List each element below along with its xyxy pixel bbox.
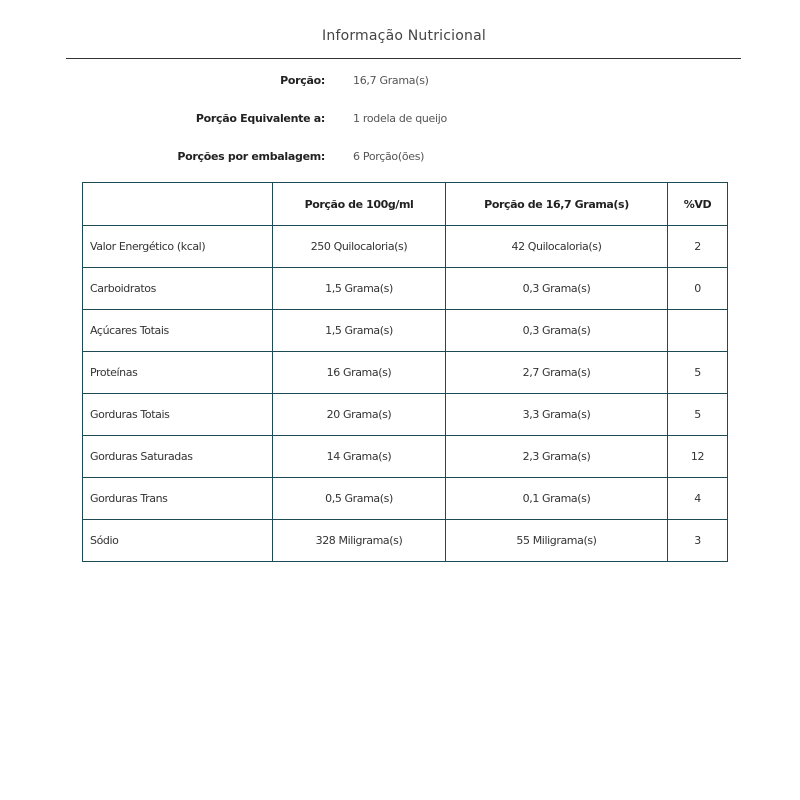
serving-size-value: 16,7 Grama(s) xyxy=(353,74,429,87)
header-daily-value: %VD xyxy=(668,183,728,226)
table-row xyxy=(83,226,728,268)
header-per-serving: Porção de 16,7 Grama(s) xyxy=(446,183,668,226)
per-100-value: 20 Grama(s) xyxy=(273,394,446,436)
table-row xyxy=(83,310,728,352)
table-row xyxy=(83,478,728,520)
daily-value: 3 xyxy=(668,520,728,562)
serving-equivalent-value: 1 rodela de queijo xyxy=(353,112,447,125)
header-nutrient xyxy=(83,183,273,226)
nutrient-name: Açúcares Totais xyxy=(83,310,273,352)
table-row xyxy=(83,352,728,394)
daily-value: 4 xyxy=(668,478,728,520)
serving-size-label: Porção: xyxy=(280,74,325,87)
daily-value xyxy=(668,310,728,352)
nutrition-table xyxy=(82,182,728,562)
per-100-value: 1,5 Grama(s) xyxy=(273,310,446,352)
serving-equivalent-label: Porção Equivalente a: xyxy=(195,112,325,125)
per-100-value: 328 Miligrama(s) xyxy=(273,520,446,562)
nutrient-name: Proteínas xyxy=(83,352,273,394)
serving-equivalent-row xyxy=(0,112,800,132)
table-row xyxy=(83,394,728,436)
nutrient-name: Carboidratos xyxy=(83,268,273,310)
title-divider xyxy=(66,58,741,59)
table-row xyxy=(83,436,728,478)
daily-value: 5 xyxy=(668,352,728,394)
nutrient-name: Gorduras Totais xyxy=(83,394,273,436)
daily-value: 0 xyxy=(668,268,728,310)
per-serving-value: 0,1 Grama(s) xyxy=(446,478,668,520)
daily-value: 12 xyxy=(668,436,728,478)
nutrient-name: Valor Energético (kcal) xyxy=(83,226,273,268)
header-per-100: Porção de 100g/ml xyxy=(273,183,446,226)
table-row xyxy=(83,520,728,562)
per-serving-value: 55 Miligrama(s) xyxy=(446,520,668,562)
per-100-value: 250 Quilocaloria(s) xyxy=(273,226,446,268)
per-serving-value: 42 Quilocaloria(s) xyxy=(446,226,668,268)
per-100-value: 14 Grama(s) xyxy=(273,436,446,478)
servings-per-package-label: Porções por embalagem: xyxy=(177,150,325,163)
servings-per-package-row xyxy=(0,150,800,170)
serving-size-row xyxy=(0,74,800,94)
per-100-value: 1,5 Grama(s) xyxy=(273,268,446,310)
page-title: Informação Nutricional xyxy=(322,28,486,44)
per-serving-value: 3,3 Grama(s) xyxy=(446,394,668,436)
per-serving-value: 2,7 Grama(s) xyxy=(446,352,668,394)
daily-value: 2 xyxy=(668,226,728,268)
daily-value: 5 xyxy=(668,394,728,436)
table-row xyxy=(83,268,728,310)
per-100-value: 16 Grama(s) xyxy=(273,352,446,394)
per-serving-value: 0,3 Grama(s) xyxy=(446,268,668,310)
nutrient-name: Gorduras Trans xyxy=(83,478,273,520)
servings-per-package-value: 6 Porção(ões) xyxy=(353,150,425,163)
per-serving-value: 0,3 Grama(s) xyxy=(446,310,668,352)
per-serving-value: 2,3 Grama(s) xyxy=(446,436,668,478)
table-header-row xyxy=(83,183,728,226)
nutrient-name: Gorduras Saturadas xyxy=(83,436,273,478)
per-100-value: 0,5 Grama(s) xyxy=(273,478,446,520)
nutrient-name: Sódio xyxy=(83,520,273,562)
